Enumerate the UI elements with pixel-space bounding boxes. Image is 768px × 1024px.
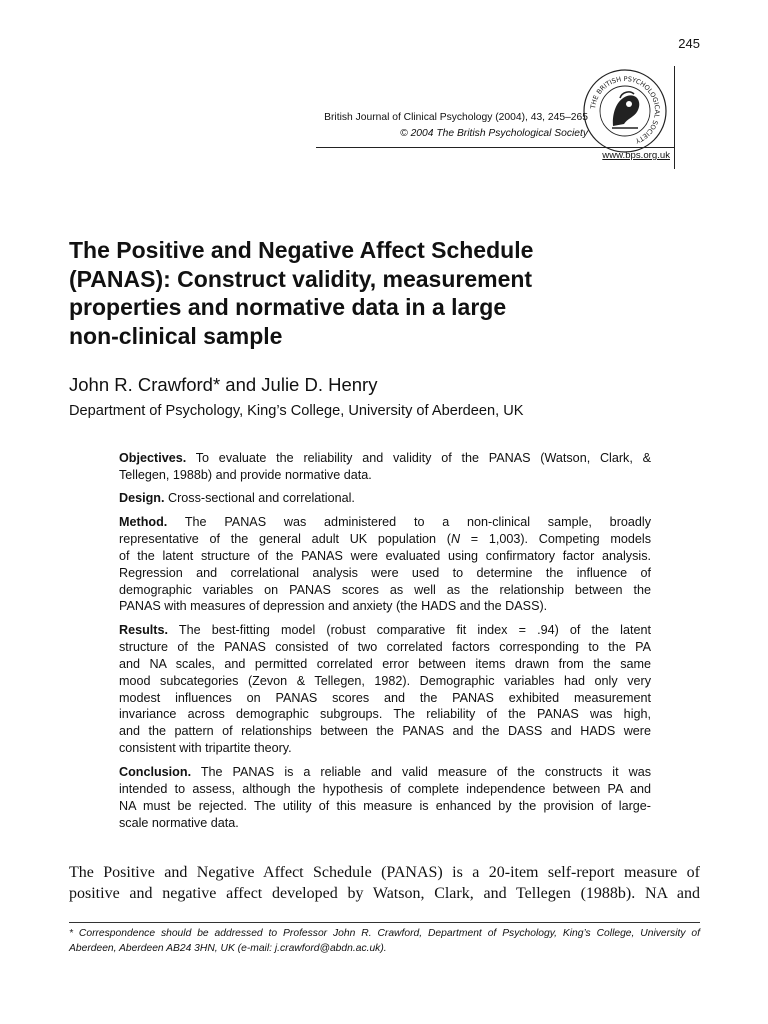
footnote-line: * Correspondence should be addressed to Professor John R. Crawford, Department of Psychology, King’s College, University of <box>69 928 700 939</box>
journal-citation: British Journal of Clinical Psychology (2004), 43, 245–265 <box>324 112 588 123</box>
body-paragraph <box>69 862 700 904</box>
abstract-line: PANAS with measures of depression and anxiety (the HADS and the DASS). <box>119 599 548 614</box>
correspondence-footnote <box>69 927 700 956</box>
footnote-line: Aberdeen, Aberdeen AB24 3HN, UK (e-mail: j.crawford@abdn.ac.uk). <box>69 942 387 954</box>
header-vertical-rule <box>674 66 675 169</box>
abstract-line: Conclusion. The PANAS is a reliable and valid measure of the constructs it was <box>119 764 651 779</box>
abstract-line: Method. The PANAS was administered to a non-clinical sample, broadly <box>119 514 651 529</box>
abstract-line: NA must be rejected. The utility of this measure is enhanced by the provision of large- <box>119 798 651 813</box>
abstract-line: scale normative data. <box>119 815 239 830</box>
abstract-line: structure of the PANAS consisted of two correlated factors corresponding to the PA <box>119 639 651 654</box>
method-heading: Method. <box>119 514 168 529</box>
objectives-heading: Objectives. <box>119 451 187 465</box>
abstract-line: invariance across demographic subgroups. The reliability of the PANAS was high, <box>119 707 651 722</box>
body-line: positive and negative affect developed by Watson, Clark, and Tellegen (1988b). NA and <box>69 885 700 902</box>
abstract-line: intended to assess, although the hypothesis of complete independence between PA and <box>119 781 651 796</box>
website-link[interactable]: www.bps.org.uk <box>602 150 670 161</box>
abstract-line: demographic variables on PANAS scores as well as the relationship between the <box>119 582 651 597</box>
design-heading: Design. <box>119 491 165 506</box>
results-heading: Results. <box>119 622 168 637</box>
title-line: non-clinical sample <box>69 322 283 349</box>
abstract-line: Objectives. To evaluate the reliability and validity of the PANAS (Watson, Clark, & <box>119 451 651 465</box>
abstract-conclusion <box>119 764 651 832</box>
abstract-results <box>119 622 651 757</box>
abstract-method <box>119 514 651 615</box>
abstract-line: mood subcategories (Zevon & Tellegen, 1982). Demographic variables had only very <box>119 673 651 688</box>
abstract-line: representative of the general adult UK population (N = 1,003). Competing models <box>119 531 651 546</box>
abstract-line: Regression and correlational analysis were used to determine the influence of <box>119 565 651 580</box>
abstract-line: of the latent structure of the PANAS were evaluated using confirmatory factor analysis. <box>119 548 651 563</box>
abstract-line: and NA scales, and permitted correlated error between items drawn from the same <box>119 656 651 671</box>
abstract-line: and the pattern of relationships between the PANAS and the DASS and HADS were <box>119 724 651 739</box>
article-title <box>69 236 669 350</box>
affiliation: Department of Psychology, King’s College, University of Aberdeen, UK <box>69 403 524 419</box>
abstract-line: Results. The best-fitting model (robust comparative fit index = .94) of the latent <box>119 622 651 637</box>
authors: John R. Crawford* and Julie D. Henry <box>69 374 378 395</box>
body-line: The Positive and Negative Affect Schedule (PANAS) is a 20-item self-report measure of <box>69 864 700 881</box>
abstract-design <box>119 490 651 507</box>
copyright-line: © 2004 The British Psychological Society <box>400 128 588 139</box>
abstract <box>119 450 651 838</box>
abstract-line: Design. Cross-sectional and correlational. <box>119 491 355 506</box>
title-line: The Positive and Negative Affect Schedule <box>69 237 534 263</box>
footnote-rule <box>69 922 700 923</box>
title-line: (PANAS): Construct validity, measurement <box>69 265 533 292</box>
page-number: 245 <box>678 36 700 51</box>
seal-text: THE BRITISH PSYCHOLOGICAL SOCIETY <box>589 74 662 145</box>
society-seal-logo <box>582 68 668 154</box>
abstract-line: Tellegen, 1988b) and provide normative data. <box>119 467 372 482</box>
conclusion-heading: Conclusion. <box>119 764 192 779</box>
abstract-line: consistent with tripartite theory. <box>119 741 292 756</box>
abstract-line: modest influences on PANAS scores and the PANAS exhibited measurement <box>119 690 651 705</box>
email-link[interactable]: j.crawford@abdn.ac.uk <box>274 942 381 954</box>
title-line: properties and normative data in a large <box>69 294 507 321</box>
abstract-objectives <box>119 450 651 484</box>
